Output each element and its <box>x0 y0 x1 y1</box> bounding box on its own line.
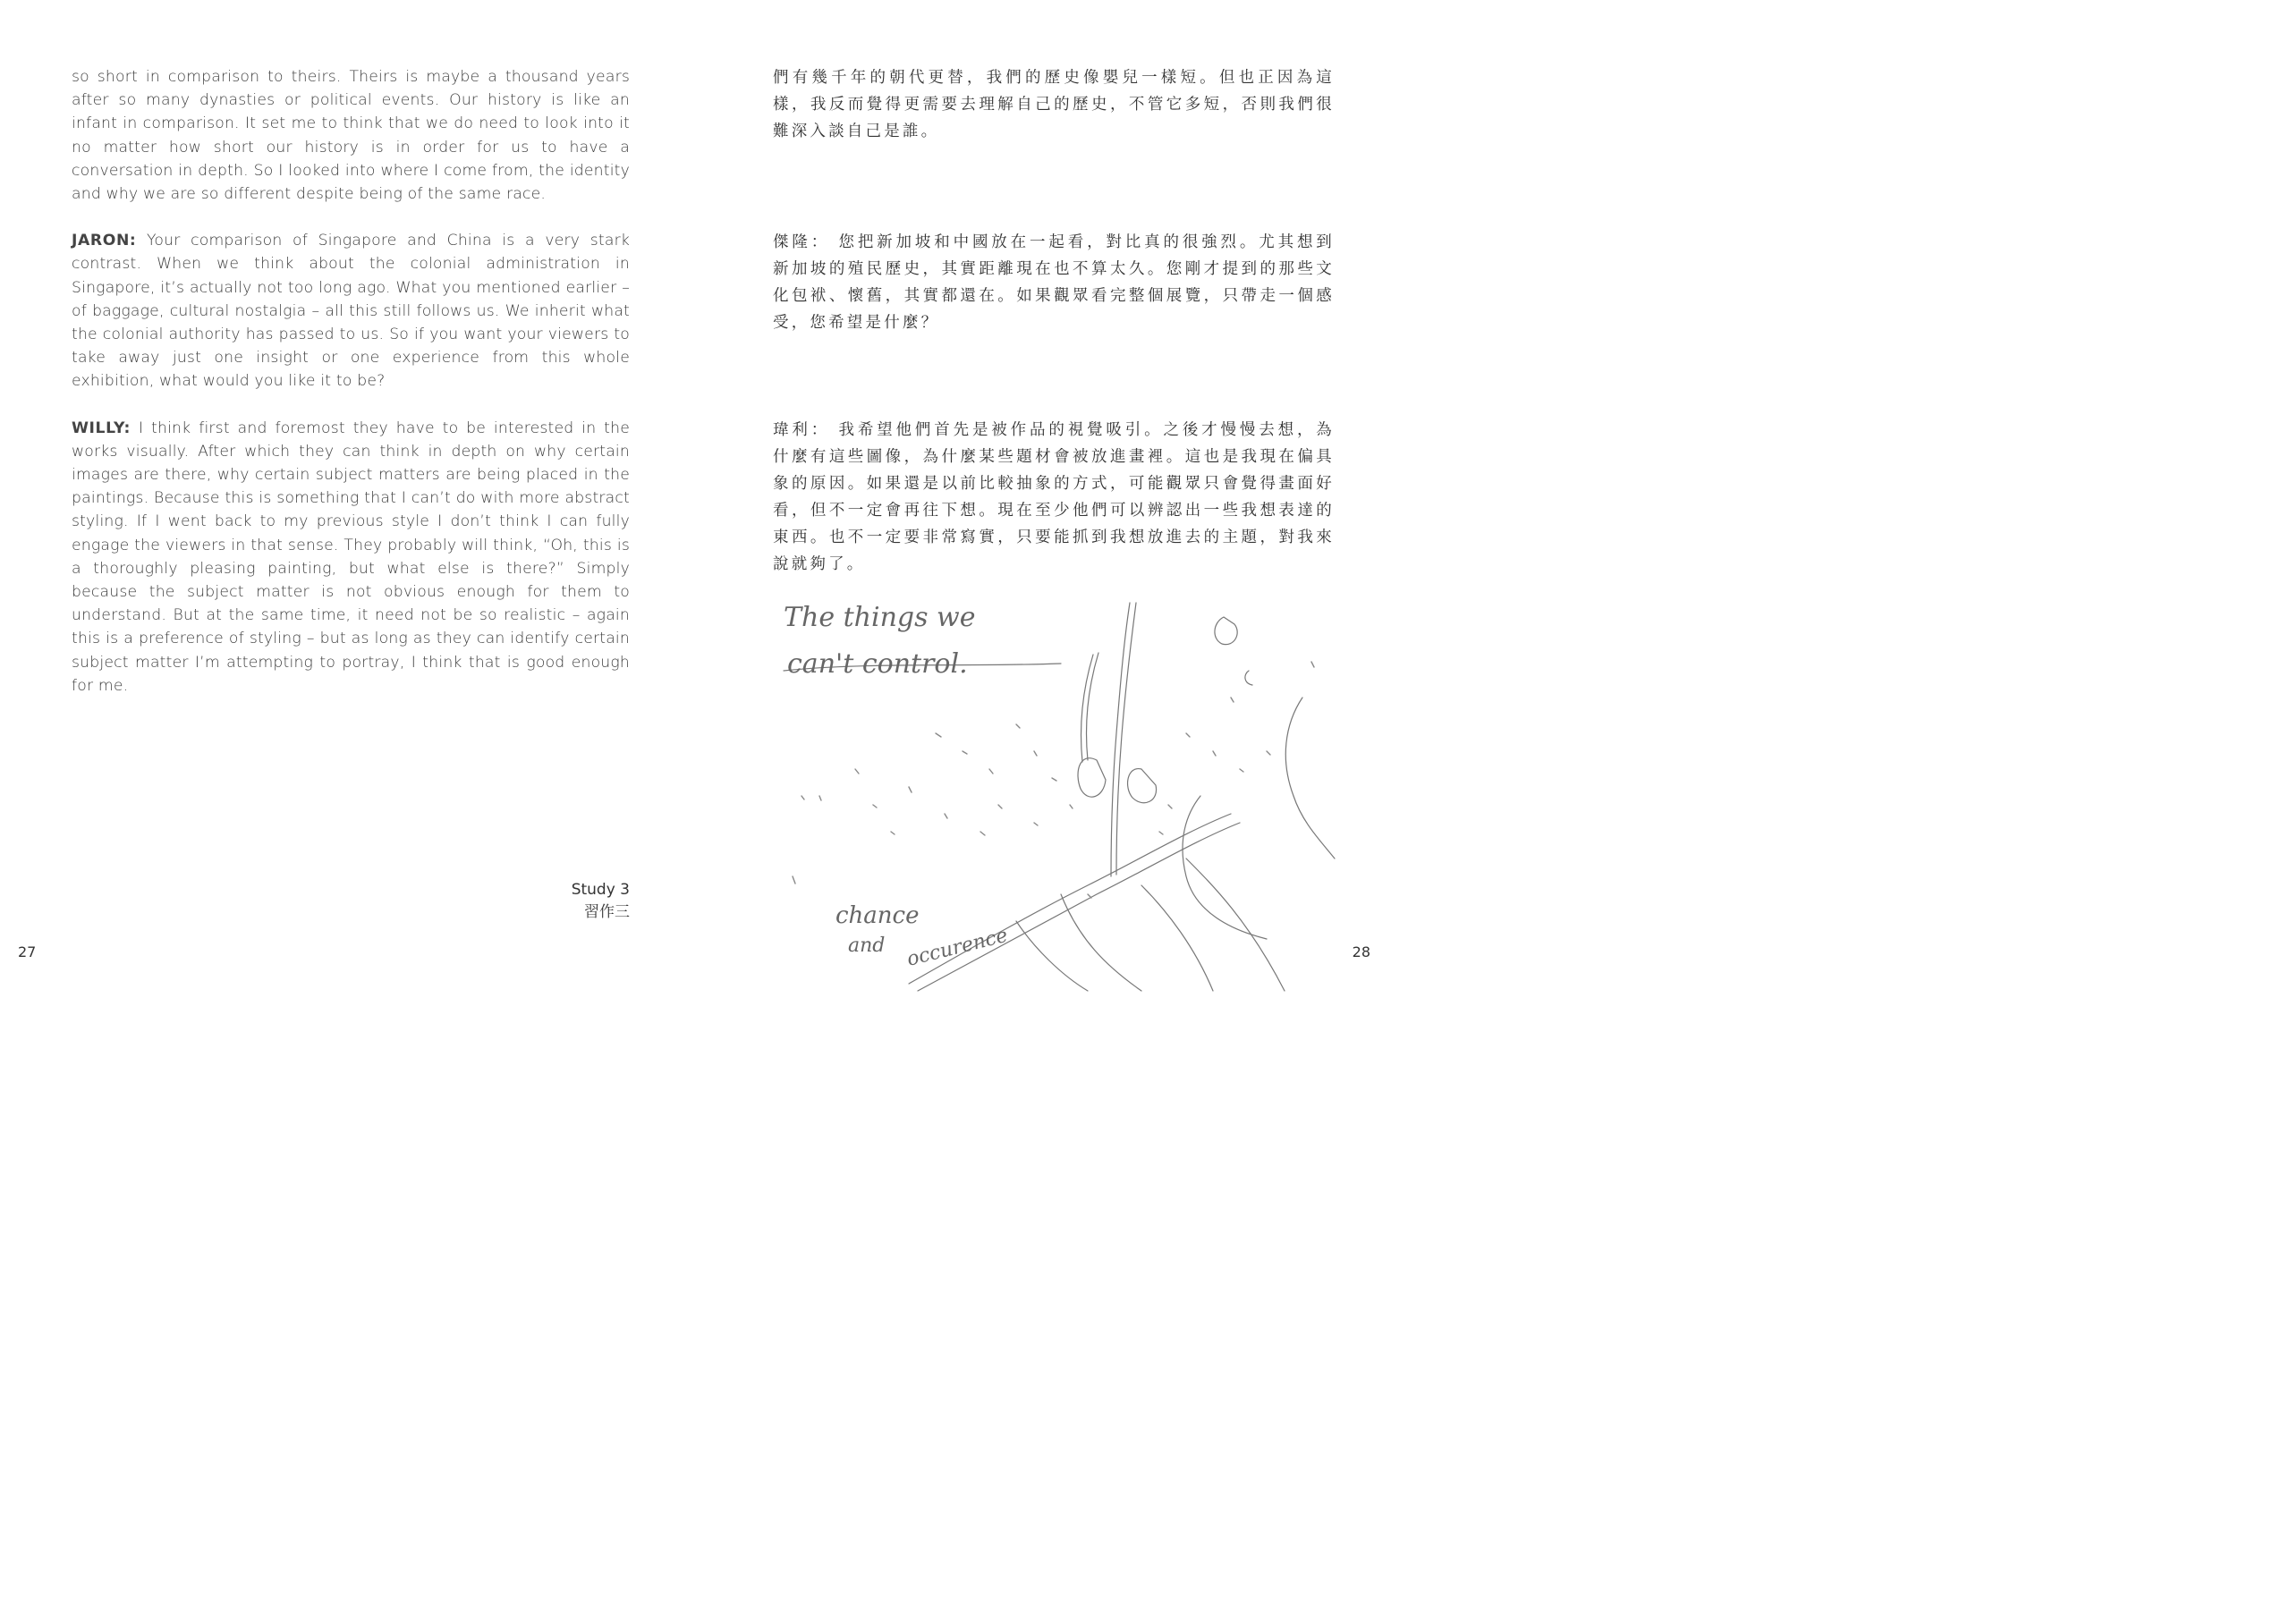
english-text-column <box>72 65 630 721</box>
sketch-handwriting-and: and <box>848 935 886 957</box>
chinese-paragraph-willy: 瑋利： 我希望他們首先是被作品的視覺吸引。之後才慢慢去想，為什麼有這些圖像，為什麼某些題材會被放進畫裡。這也是我現在偏具象的原因。如果還是以前比較抽象的方式，可能觀眾只會覺得畫面好看，但不一定會再往下想。現在至少他們可以辨認出一些我想表達的東西。也不一定要非常寫實，只要能抓到我想放進去的主題，對我來說就夠了。 <box>773 421 1335 573</box>
page-number: 27 <box>18 943 37 960</box>
speaker-label: JARON: <box>72 232 137 250</box>
sketch-handwriting-line2: can't control. <box>787 648 968 680</box>
paragraph-text: so short in comparison to theirs. Theirs is maybe a thousand years after so many dynasties or political events. Our history is like an infant in comparison. It set me to think that we do need to look into it no matter how short our history is in order for us to have a conversation in depth. So I looked into where I come from, the identity and why we are so different despite being of the same race. <box>72 68 630 204</box>
figure-caption <box>572 879 630 924</box>
chinese-paragraph-intro: 們有幾千年的朝代更替，我們的歷史像嬰兒一樣短。但也正因為這樣，我反而覺得更需要去理解自己的歷史，不管它多短，否則我們很難深入談自己是誰。 <box>773 69 1335 140</box>
page-number: 28 <box>1352 943 1370 960</box>
paragraph-text: Your comparison of Singapore and China is a very stark contrast. When we think about the colonial administration in Singapore, it’s actually not too long ago. What you mentioned earlier – of baggage, cultural nostalgia – all this still follows us. We inherit what the colonial authority has passed to us. So if you want your viewers to take away just one insight or one experience from this whole exhibition, what would you like it to be? <box>72 232 630 391</box>
left-page <box>0 0 694 993</box>
paragraph-willy <box>72 417 630 698</box>
speaker-label: WILLY: <box>72 419 131 437</box>
paragraph-text: I think first and foremost they have to be interested in the works visually. After which they can think in depth on why certain images are there, why certain subject matters are being placed in the paintings. Because this is something that I can’t do with more abstract styling. If I went back to my previous style I don’t think I can fully engage the viewers in that sense. They probably will think, “Oh, this is a thoroughly pleasing painting, but what else is there?” Simply because the subject matter is not obvious enough for them to understand. But at the same time, it need not be so realistic – again this is a preference of styling – but as long as they can identify certain subject matter I’m attempting to portray, I think that is good enough for me. <box>72 419 630 695</box>
caption-chinese: 習作三 <box>584 903 630 921</box>
study-3-sketch <box>766 590 1338 993</box>
caption-english: Study 3 <box>571 881 630 899</box>
paragraph-intro <box>72 65 630 206</box>
sketch-handwriting-occurence: occurence <box>904 924 1011 971</box>
paragraph-jaron <box>72 229 630 393</box>
sketch-handwriting-line1: The things we <box>784 602 976 633</box>
chinese-paragraph-jaron: 傑隆： 您把新加坡和中國放在一起看，對比真的很強烈。尤其想到新加坡的殖民歷史，其實距離現在也不算太久。您剛才提到的那些文化包袱、懷舊，其實都還在。如果觀眾看完整個展覽，只帶走一個感受，您希望是什麼？ <box>773 233 1335 332</box>
right-page <box>694 0 1388 993</box>
sketch-handwriting-chance: chance <box>835 902 920 929</box>
